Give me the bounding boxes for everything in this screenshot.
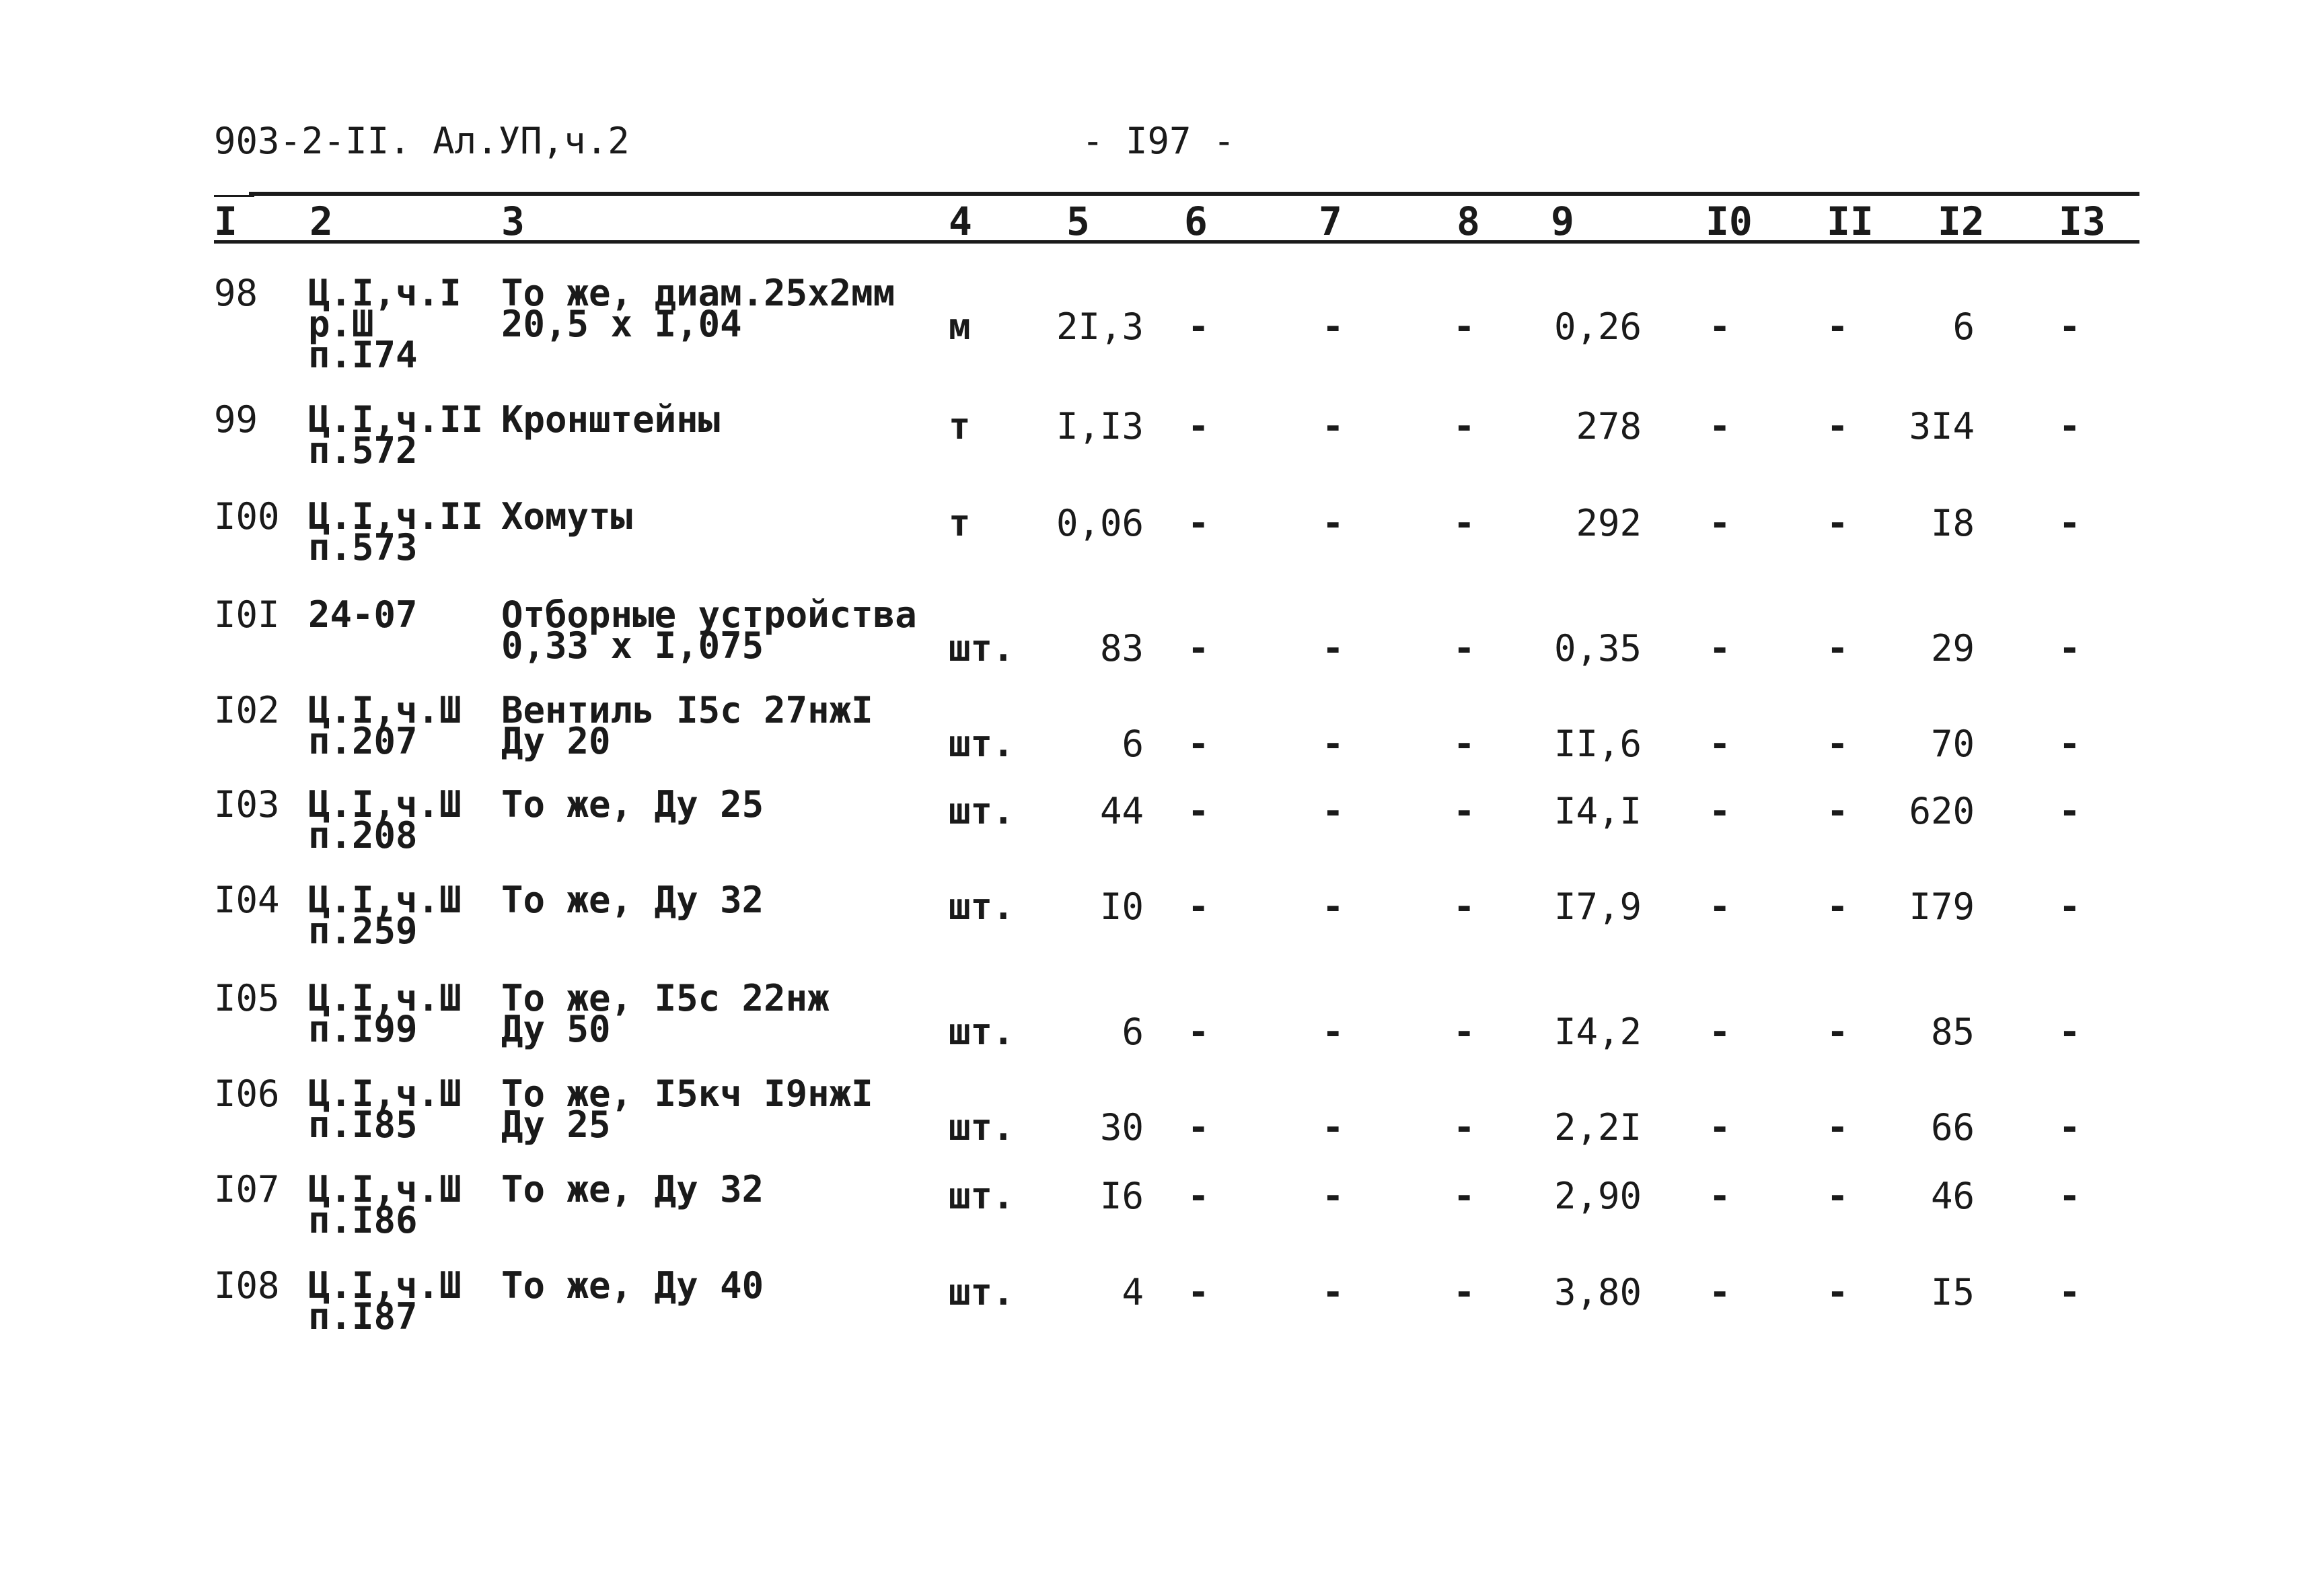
row-dash: - <box>1187 1271 1210 1313</box>
row-dash: - <box>1827 502 1849 544</box>
row-dash: - <box>1453 405 1475 447</box>
row-qty: 30 <box>1099 1106 1144 1149</box>
row-name: Ду 25 <box>501 1103 611 1146</box>
row-dash: - <box>1827 305 1849 348</box>
row-reference: Ц.I,ч.II <box>308 398 484 441</box>
top-rule-left <box>214 195 254 197</box>
row-dash: - <box>1709 502 1731 544</box>
column-header-11: II <box>1827 198 1874 244</box>
row-unit: шт. <box>949 1106 1015 1149</box>
row-dash: - <box>1709 885 1731 928</box>
row-name: То же, Ду 32 <box>501 1168 764 1210</box>
row-reference: Ц.I,ч.Ш <box>308 879 462 921</box>
row-col9: 0,35 <box>1553 627 1642 669</box>
row-dash: - <box>1453 1011 1475 1053</box>
row-number: I05 <box>214 977 280 1019</box>
row-reference: п.I87 <box>308 1295 418 1338</box>
row-col9: 2,2I <box>1553 1106 1642 1149</box>
top-rule <box>249 192 2139 196</box>
row-dash: - <box>1187 885 1210 928</box>
row-dash: - <box>1827 1011 1849 1053</box>
row-reference: п.I74 <box>308 334 418 376</box>
row-dash: - <box>1827 1271 1849 1313</box>
row-reference: п.207 <box>308 720 418 762</box>
row-dash: - <box>2059 627 2081 669</box>
row-number: I03 <box>214 783 280 826</box>
row-name: То же, I5с 22нж <box>501 977 830 1019</box>
row-dash: - <box>1827 790 1849 832</box>
row-dash: - <box>1709 1011 1731 1053</box>
row-unit: шт. <box>949 1175 1015 1217</box>
column-header-4: 4 <box>949 198 972 244</box>
row-dash: - <box>1322 1011 1344 1053</box>
row-name: То же, I5кч I9нжI <box>501 1073 873 1115</box>
row-col9: I7,9 <box>1553 885 1642 928</box>
row-name: Отборные устройства <box>501 593 917 636</box>
row-number: I02 <box>214 689 280 731</box>
row-dash: - <box>1187 502 1210 544</box>
row-dash: - <box>1187 627 1210 669</box>
row-dash: - <box>1453 790 1475 832</box>
row-reference: п.572 <box>308 429 418 472</box>
row-dash: - <box>2059 1011 2081 1053</box>
row-reference: р.Ш <box>308 303 374 345</box>
row-dash: - <box>1322 627 1344 669</box>
column-header-3: 3 <box>501 198 525 244</box>
column-header-10: I0 <box>1706 198 1753 244</box>
row-col12: 3I4 <box>1909 405 1975 447</box>
row-reference: Ц.I,ч.Ш <box>308 977 462 1019</box>
row-name: Вентиль I5с 27нжI <box>501 689 873 731</box>
row-reference: Ц.I,ч.Ш <box>308 783 462 826</box>
row-dash: - <box>2059 790 2081 832</box>
row-name: Ду 50 <box>501 1008 611 1050</box>
page-number: - I97 - <box>1082 120 1235 162</box>
row-unit: т <box>949 405 971 447</box>
document-code: 903-2-II. Ал.УП,ч.2 <box>214 120 630 162</box>
column-header-13: I3 <box>2059 198 2106 244</box>
row-dash: - <box>1187 405 1210 447</box>
row-dash: - <box>1453 502 1475 544</box>
column-header-7: 7 <box>1319 198 1342 244</box>
row-number: 99 <box>214 398 258 441</box>
column-header-12: I2 <box>1938 198 1985 244</box>
row-col12: 620 <box>1909 790 1975 832</box>
row-dash: - <box>1709 723 1731 765</box>
row-reference: п.I99 <box>308 1008 418 1050</box>
row-col12: 70 <box>1930 723 1975 765</box>
row-dash: - <box>1827 1175 1849 1217</box>
row-col9: 278 <box>1576 405 1642 447</box>
row-dash: - <box>1322 885 1344 928</box>
row-col9: 0,26 <box>1553 305 1642 348</box>
row-number: I0I <box>214 593 280 636</box>
column-header-1: I <box>214 198 237 244</box>
row-unit: шт. <box>949 1271 1015 1313</box>
row-qty: I0 <box>1099 885 1144 928</box>
row-name: То же, Ду 32 <box>501 879 764 921</box>
row-col12: 29 <box>1930 627 1975 669</box>
row-col9: I4,I <box>1553 790 1642 832</box>
row-name: То же, Ду 25 <box>501 783 764 826</box>
row-reference: п.I86 <box>308 1199 418 1241</box>
row-dash: - <box>1187 305 1210 348</box>
row-col9: I4,2 <box>1553 1011 1642 1053</box>
row-dash: - <box>1709 1175 1731 1217</box>
row-qty: 44 <box>1099 790 1144 832</box>
row-dash: - <box>2059 305 2081 348</box>
row-col9: 2,90 <box>1553 1175 1642 1217</box>
row-dash: - <box>1453 1271 1475 1313</box>
row-qty: I6 <box>1099 1175 1144 1217</box>
row-unit: шт. <box>949 1011 1015 1053</box>
row-dash: - <box>2059 1271 2081 1313</box>
row-name: То же, диам.25х2мм <box>501 272 895 314</box>
row-dash: - <box>1827 627 1849 669</box>
row-number: I08 <box>214 1264 280 1307</box>
row-dash: - <box>1453 1106 1475 1149</box>
row-name: Ду 20 <box>501 720 611 762</box>
row-dash: - <box>1322 502 1344 544</box>
row-number: I04 <box>214 879 280 921</box>
row-dash: - <box>1709 1271 1731 1313</box>
row-dash: - <box>2059 885 2081 928</box>
row-dash: - <box>1187 723 1210 765</box>
row-reference: Ц.I,ч.Ш <box>308 689 462 731</box>
row-dash: - <box>1453 885 1475 928</box>
row-number: I07 <box>214 1168 280 1210</box>
row-dash: - <box>1709 305 1731 348</box>
column-header-6: 6 <box>1184 198 1208 244</box>
row-dash: - <box>1827 405 1849 447</box>
row-col12: 85 <box>1930 1011 1975 1053</box>
row-reference: Ц.I,ч.Ш <box>308 1168 462 1210</box>
row-dash: - <box>1187 1106 1210 1149</box>
row-name: Кронштейны <box>501 398 721 441</box>
row-dash: - <box>1322 1106 1344 1149</box>
row-qty: I,I3 <box>1056 405 1144 447</box>
row-qty: 6 <box>1122 1011 1144 1053</box>
row-qty: 6 <box>1122 723 1144 765</box>
row-name: То же, Ду 40 <box>501 1264 764 1307</box>
row-qty: 2I,3 <box>1056 305 1144 348</box>
row-number: 98 <box>214 272 258 314</box>
row-reference: п.573 <box>308 526 418 569</box>
row-dash: - <box>1187 790 1210 832</box>
row-col12: 6 <box>1952 305 1975 348</box>
row-dash: - <box>2059 723 2081 765</box>
row-dash: - <box>1709 1106 1731 1149</box>
row-dash: - <box>2059 1175 2081 1217</box>
row-qty: 0,06 <box>1056 502 1144 544</box>
row-dash: - <box>1322 723 1344 765</box>
row-unit: шт. <box>949 885 1015 928</box>
row-name: Хомуты <box>501 495 633 538</box>
row-dash: - <box>1709 405 1731 447</box>
row-col9: II,6 <box>1553 723 1642 765</box>
row-dash: - <box>1709 790 1731 832</box>
row-dash: - <box>1322 790 1344 832</box>
column-header-5: 5 <box>1066 198 1090 244</box>
row-reference: 24-07 <box>308 593 418 636</box>
row-dash: - <box>2059 502 2081 544</box>
row-unit: м <box>949 305 971 348</box>
row-dash: - <box>2059 1106 2081 1149</box>
row-dash: - <box>1709 627 1731 669</box>
row-col12: I79 <box>1909 885 1975 928</box>
row-reference: Ц.I,ч.Ш <box>308 1073 462 1115</box>
row-dash: - <box>1187 1011 1210 1053</box>
row-dash: - <box>1322 405 1344 447</box>
row-reference: п.259 <box>308 910 418 952</box>
row-dash: - <box>1827 1106 1849 1149</box>
row-col12: 46 <box>1930 1175 1975 1217</box>
row-dash: - <box>1453 627 1475 669</box>
column-header-2: 2 <box>309 198 333 244</box>
row-col12: I5 <box>1930 1271 1975 1313</box>
row-unit: шт. <box>949 723 1015 765</box>
row-col9: 3,80 <box>1553 1271 1642 1313</box>
row-unit: шт. <box>949 627 1015 669</box>
row-col9: 292 <box>1576 502 1642 544</box>
row-number: I00 <box>214 495 280 538</box>
row-qty: 83 <box>1099 627 1144 669</box>
row-dash: - <box>1322 305 1344 348</box>
row-name: 20,5 х I,04 <box>501 303 742 345</box>
row-reference: п.I85 <box>308 1103 418 1146</box>
row-dash: - <box>1453 1175 1475 1217</box>
row-unit: т <box>949 502 971 544</box>
row-col12: 66 <box>1930 1106 1975 1149</box>
row-dash: - <box>2059 405 2081 447</box>
row-qty: 4 <box>1122 1271 1144 1313</box>
row-dash: - <box>1453 723 1475 765</box>
row-dash: - <box>1322 1175 1344 1217</box>
row-reference: п.208 <box>308 814 418 857</box>
row-dash: - <box>1322 1271 1344 1313</box>
row-dash: - <box>1187 1175 1210 1217</box>
row-name: 0,33 х I,075 <box>501 624 764 667</box>
row-reference: Ц.I,ч.Ш <box>308 1264 462 1307</box>
row-dash: - <box>1827 885 1849 928</box>
row-dash: - <box>1453 305 1475 348</box>
row-dash: - <box>1827 723 1849 765</box>
row-number: I06 <box>214 1073 280 1115</box>
row-reference: Ц.I,ч.I <box>308 272 462 314</box>
row-reference: Ц.I,ч.II <box>308 495 484 538</box>
column-header-9: 9 <box>1551 198 1574 244</box>
column-header-8: 8 <box>1457 198 1480 244</box>
row-col12: I8 <box>1930 502 1975 544</box>
row-unit: шт. <box>949 790 1015 832</box>
